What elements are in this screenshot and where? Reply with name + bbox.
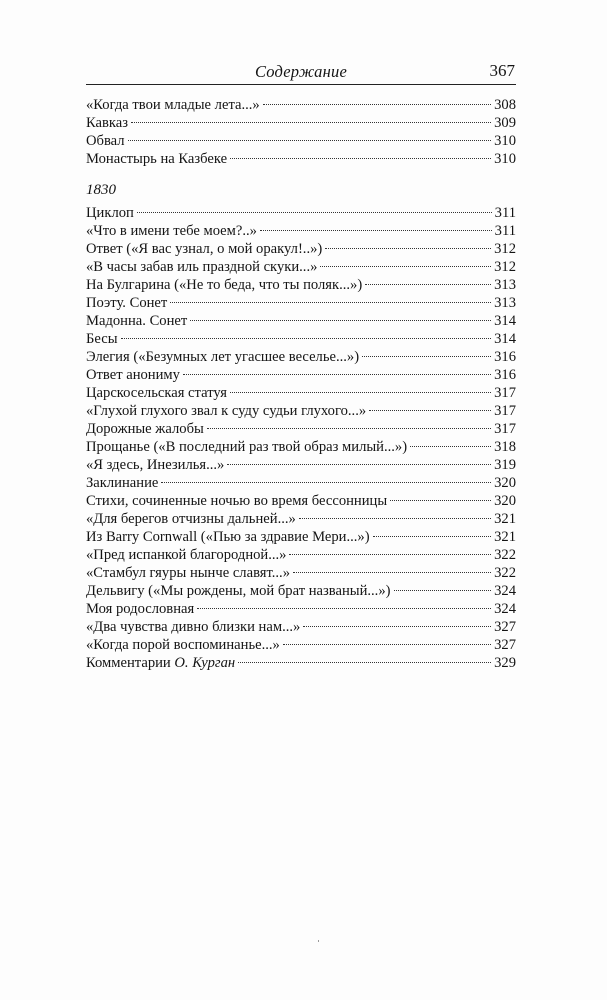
toc-entry-title: Кавказ	[86, 115, 129, 131]
toc-entry-title: «В часы забав иль праздной скуки...»	[86, 259, 318, 275]
dot-leader	[299, 518, 491, 519]
toc-entry[interactable]	[86, 456, 516, 474]
toc-entry-page: 312	[494, 259, 516, 275]
dot-leader	[362, 356, 491, 357]
running-header	[86, 60, 516, 85]
toc-entry-title: Стихи, сочиненные ночью во время бессонницы	[86, 493, 388, 509]
dot-leader	[373, 536, 492, 537]
dot-leader	[293, 572, 491, 573]
dot-leader	[303, 626, 491, 627]
toc-entry-page: 321	[494, 529, 516, 545]
toc-entry-title: «Что в имени тебе моем?..»	[86, 223, 257, 239]
toc-entry[interactable]	[86, 150, 516, 168]
toc-entry-title: Бесы	[86, 331, 118, 347]
dot-leader	[230, 158, 491, 159]
toc-entry-page: 314	[494, 313, 516, 329]
toc-entry[interactable]	[86, 96, 516, 114]
dot-leader	[369, 410, 491, 411]
toc-entry[interactable]	[86, 258, 516, 276]
toc-entry-title	[86, 654, 235, 672]
commentary-author: О. Курган	[174, 655, 236, 671]
header-page-number: 367	[489, 61, 515, 80]
dot-leader	[128, 140, 492, 141]
dot-leader	[121, 338, 492, 339]
toc-entry-page: 318	[494, 439, 516, 455]
toc-entry[interactable]	[86, 528, 516, 546]
toc-entry-title: «Пред испанкой благородной...»	[86, 547, 287, 563]
toc-entry[interactable]	[86, 348, 516, 366]
header-title: Содержание	[254, 62, 347, 81]
dot-leader	[260, 230, 492, 231]
toc-entry[interactable]	[86, 438, 516, 456]
dot-leader	[238, 662, 491, 663]
toc-entry-title: Дорожные жалобы	[86, 421, 204, 437]
toc-entry-page: 324	[494, 601, 516, 617]
toc-entry[interactable]	[86, 204, 516, 222]
toc-entry-page: 316	[494, 367, 516, 383]
toc-entry[interactable]	[86, 618, 516, 636]
dot-leader	[320, 266, 491, 267]
toc-entry-title: «Когда твои младые лета...»	[86, 97, 260, 113]
dot-leader	[365, 284, 491, 285]
toc-entry-page: 311	[494, 223, 516, 239]
toc-entry-title: «Я здесь, Инезилья...»	[86, 457, 225, 473]
toc-entry-page: 310	[494, 133, 516, 149]
dot-leader	[207, 428, 491, 429]
toc-entry[interactable]	[86, 474, 516, 492]
toc-entry[interactable]	[86, 492, 516, 510]
toc-entry[interactable]	[86, 276, 516, 294]
toc-entry-title: Мадонна. Сонет	[86, 313, 188, 329]
toc-entry-title: Монастырь на Казбеке	[86, 151, 228, 167]
dot-leader	[137, 212, 492, 213]
toc-entry[interactable]	[86, 564, 516, 582]
toc-entry-title: Заклинание	[86, 475, 159, 491]
toc-entry-page: 317	[494, 385, 516, 401]
toc-entry-page: 313	[494, 295, 516, 311]
dot-leader	[183, 374, 491, 375]
dot-leader	[230, 392, 491, 393]
toc-entry[interactable]	[86, 384, 516, 402]
toc-entry[interactable]	[86, 582, 516, 600]
toc-entry-title: «Глухой глухого звал к суду судьи глухого...»	[86, 403, 367, 419]
toc-entry-commentary[interactable]	[86, 654, 516, 672]
toc-entry-title: Моя родословная	[86, 601, 195, 617]
commentary-prefix: Комментарии	[86, 655, 175, 671]
dot-leader	[410, 446, 491, 447]
toc-entry-title: На Булгарина («Не то беда, что ты поляк...»)	[86, 277, 363, 293]
toc-entry[interactable]	[86, 546, 516, 564]
toc-entry[interactable]	[86, 114, 516, 132]
dot-leader	[197, 608, 491, 609]
toc-entry-title: Поэту. Сонет	[86, 295, 168, 311]
toc-entry-title: «Когда порой воспоминанье...»	[86, 637, 280, 653]
dot-leader	[170, 302, 491, 303]
dot-leader	[289, 554, 491, 555]
toc-entry-title: Обвал	[86, 133, 125, 149]
toc-entry-title: Дельвигу («Мы рождены, мой брат названый...»)	[86, 583, 391, 599]
toc-section-1	[86, 96, 516, 168]
toc-entry-page: 317	[494, 403, 516, 419]
toc-entry-page: 327	[494, 619, 516, 635]
toc-entry-title: Элегия («Безумных лет угасшее веселье...»)	[86, 349, 360, 365]
dot-leader	[394, 590, 492, 591]
toc-entry-page: 310	[494, 151, 516, 167]
toc-entry[interactable]	[86, 366, 516, 384]
dot-leader	[283, 644, 491, 645]
toc-entry-page: 319	[494, 457, 516, 473]
toc-entry[interactable]	[86, 636, 516, 654]
toc-entry-title: Царскосельская статуя	[86, 385, 228, 401]
toc-entry-page: 311	[494, 205, 516, 221]
toc-entry-page: 322	[494, 547, 516, 563]
toc-entry-title: «Два чувства дивно близки нам...»	[86, 619, 301, 635]
toc-entry[interactable]	[86, 240, 516, 258]
dot-leader	[263, 104, 491, 105]
toc-entry[interactable]	[86, 132, 516, 150]
toc-entry-page: 314	[494, 331, 516, 347]
toc-entry-title: Ответ («Я вас узнал, о мой оракул!..»)	[86, 241, 323, 257]
toc-entry-title: «Для берегов отчизны дальней...»	[86, 511, 296, 527]
dot-leader	[161, 482, 491, 483]
toc-entry-title: Ответ анониму	[86, 367, 180, 383]
toc-entry-page: 316	[494, 349, 516, 365]
toc-entry-title: «Стамбул гяуры нынче славят...»	[86, 565, 291, 581]
toc-entry[interactable]	[86, 510, 516, 528]
toc-commentary	[86, 654, 516, 672]
toc-entry[interactable]	[86, 222, 516, 240]
toc-entry[interactable]	[86, 402, 516, 420]
dot-leader	[131, 122, 491, 123]
toc-entry-page: 317	[494, 421, 516, 437]
toc-entry-page: 320	[494, 475, 516, 491]
toc-entry-title: Прощанье («В последний раз твой образ милый...»)	[86, 439, 408, 455]
toc-entry-page: 308	[494, 97, 516, 113]
toc-entry[interactable]	[86, 312, 516, 330]
toc-entry-page: 313	[494, 277, 516, 293]
toc-entry-page: 324	[494, 583, 516, 599]
toc-entry-page: 321	[494, 511, 516, 527]
toc-entry[interactable]	[86, 294, 516, 312]
paper-speck	[318, 940, 319, 942]
year-heading: 1830	[86, 182, 116, 198]
toc-entry-page: 322	[494, 565, 516, 581]
toc-entry-page: 329	[494, 655, 516, 671]
toc-entry-title: Из Barry Cornwall («Пью за здравие Мери...»)	[86, 529, 370, 545]
toc-entry[interactable]	[86, 420, 516, 438]
toc-entry-page: 327	[494, 637, 516, 653]
toc-entry-page: 309	[494, 115, 516, 131]
toc-entry-page: 312	[494, 241, 516, 257]
toc-entry-page: 320	[494, 493, 516, 509]
toc-section-1830	[86, 204, 516, 654]
dot-leader	[325, 248, 491, 249]
dot-leader	[227, 464, 491, 465]
toc-entry[interactable]	[86, 330, 516, 348]
dot-leader	[390, 500, 491, 501]
toc-entry[interactable]	[86, 600, 516, 618]
toc-entry-title: Циклоп	[86, 205, 134, 221]
dot-leader	[190, 320, 491, 321]
